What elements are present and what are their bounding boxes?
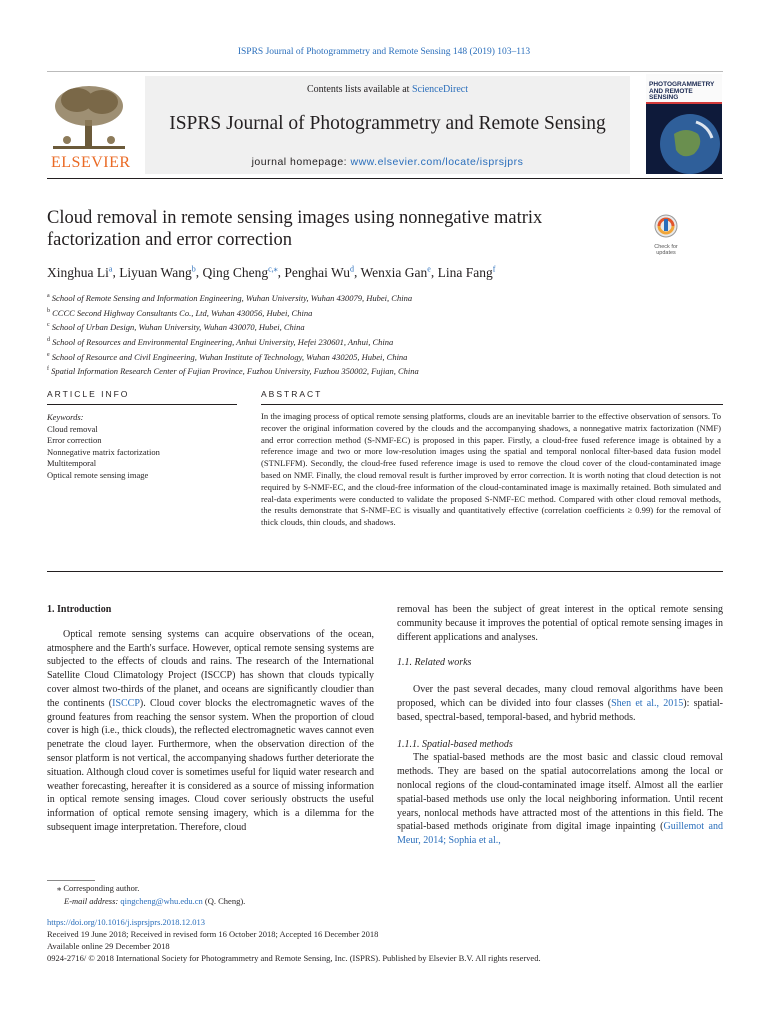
copyright-line: 0924-2716/ © 2018 International Society for Photogrammetry and Remote Sensing, Inc. (ISPRS). Published by Elsevier B.V. All rights reserved.: [47, 953, 541, 963]
journal-title: ISPRS Journal of Photogrammetry and Remote Sensing: [169, 113, 606, 134]
related-works-heading: 1.1. Related works: [397, 657, 472, 669]
affiliation-sup: b: [47, 307, 50, 314]
author[interactable]: [284, 265, 354, 280]
author-sup: c,⁎: [268, 264, 278, 273]
author-sup: f: [492, 264, 496, 273]
right-continuation-paragraph: removal has been the subject of great interest in the optical remote sensing community because it improves the potential of optical remote sensing images in different applications and analyses.: [397, 604, 723, 643]
author-name: Liyuan Wang: [119, 264, 192, 280]
abstract-bottom-rule: [47, 571, 723, 572]
keyword: Error correction: [47, 435, 102, 445]
email-label: E-mail address:: [64, 896, 121, 906]
related-text-part-1: Over the past several decades, many cloud removal algorithms have been proposed, which can be divided into four classes (: [397, 684, 723, 709]
author-name: Penghai Wu: [284, 264, 350, 280]
affiliation: [47, 290, 687, 305]
right-column: [397, 603, 723, 848]
abstract-text: In the imaging process of optical remote sensing platforms, clouds are an inevitable barrier to the effective observation of sensors. To recover the original information covered by the clouds and the accompanying shadows, a nonnegative matrix factorization (NMF) and error correction method (S-NMF-EC) is proposed in this paper. Firstly, a cloud-free fused reference image is obtained by a reference image and two or more low-resolution images using the spatial and temporal nonlocal filter-based data fusion model (STNLFFM). Secondly, the cloud-free fused reference image is used to remove the cloud cover of the cloud-contaminated image based on NMF. Finally, the cloud removal result is further improved by error correction. It is worth noting that cloud detection is not required by S-NMF-EC, and the cloud-free information of the cloud-contaminated image is maximally retained. Both simulated and real-data experiments were conducted to validate the proposed S-NMF-EC method. Compared with other cloud removal methods, the results demonstrate that S-NMF-EC is visually and quantitatively effective (correlation coefficients ≥ 0.99) for the removal of thick clouds, thin clouds, and shadows.: [261, 411, 721, 528]
tree-icon: [47, 80, 131, 154]
masthead-band: [145, 76, 630, 174]
journal-masthead: [47, 71, 723, 179]
isccp-citation-link[interactable]: ISCCP: [112, 697, 140, 709]
email-note: [64, 895, 744, 907]
intro-paragraph: [47, 628, 374, 835]
affiliation-sup: d: [47, 336, 50, 343]
affiliation-text: School of Remote Sensing and Information Engineering, Wuhan University, Wuhan 430079, Hubei, China: [51, 292, 413, 303]
cover-title-line-2: AND REMOTE SENSING: [649, 87, 693, 101]
check-for-updates-badge[interactable]: [647, 213, 685, 257]
introduction-heading: 1. Introduction: [47, 604, 112, 615]
contents-line: [145, 84, 630, 95]
affiliation-sup: a: [47, 293, 50, 299]
author[interactable]: [438, 265, 496, 280]
author-name: Qing Cheng: [202, 264, 269, 280]
email-suffix: (Q. Cheng).: [202, 896, 246, 906]
spatial-methods-heading: 1.1.1. Spatial-based methods: [397, 738, 513, 750]
check-updates-text: [647, 244, 685, 256]
affiliation: [47, 363, 687, 378]
corresponding-author-note: ⁎ Corresponding author.: [57, 883, 140, 893]
affiliation-text: CCCC Second Highway Consultants Co., Ltd, Wuhan 430056, Hubei, China: [52, 307, 313, 318]
affiliation-text: Spatial Information Research Center of Fujian Province, Fuzhou University, Fuzhou 350002, Fujian, China: [51, 365, 419, 376]
homepage-link[interactable]: www.elsevier.com/locate/isprsjprs: [350, 156, 524, 168]
author-name: Wenxia Gan: [360, 264, 428, 280]
affiliation-text: School of Resources and Environmental Engineering, Anhui University, Hefei 230601, Anhui, China: [52, 336, 394, 347]
affiliation-list: [47, 290, 687, 378]
affiliation-sup: c: [47, 322, 50, 329]
affiliation: [47, 334, 687, 349]
keywords-block: [47, 412, 237, 481]
cover-title: [649, 82, 722, 102]
keyword: Multitemporal: [47, 458, 97, 468]
author-name: Xinghua Li: [47, 264, 109, 280]
sciencedirect-link[interactable]: ScienceDirect: [411, 84, 469, 95]
footnote-rule: [47, 880, 95, 881]
contents-prefix: Contents lists available at: [306, 84, 412, 95]
keyword: Cloud removal: [47, 423, 98, 434]
related-works-paragraph: [397, 683, 723, 724]
author-name: Lina Fang: [437, 264, 493, 280]
shen-citation-link[interactable]: Shen et al., 2015: [611, 697, 684, 709]
available-online: Available online 29 December 2018: [47, 941, 170, 951]
author[interactable]: [47, 265, 112, 280]
elsevier-wordmark: ELSEVIER: [51, 154, 131, 171]
author-sup: d: [349, 264, 354, 273]
article-info-heading: ARTICLE INFO: [47, 389, 130, 399]
journal-cover-thumbnail[interactable]: [646, 74, 722, 174]
affiliation: [47, 349, 687, 364]
spatial-text-part-1: The spatial-based methods are the most basic and classic cloud removal methods. They are based on the spatial autocorrelations among the local or nonlocal regions of the cloud-contaminated image itself. Almost all the earlier spatial-based methods use only the local neighboring information. Until recent years, nonlocal methods have attracted most of the attentions in this field. The spatial-based methods originate from digital image inpainting (: [397, 752, 723, 833]
article-title: Cloud removal in remote sensing images using nonnegative matrix factorization and error correction: [47, 208, 543, 250]
author[interactable]: [361, 265, 431, 280]
related-text-part-2: ): spatial-based, spectral-based, temporal-based, and hybrid methods.: [397, 697, 724, 723]
keywords-label: Keywords:: [47, 412, 84, 422]
author-sup: b: [191, 264, 196, 273]
doi-link[interactable]: https://doi.org/10.1016/j.isprsjprs.2018.12.013: [47, 917, 206, 927]
spatial-methods-paragraph: [397, 751, 723, 848]
keyword: Optical remote sensing image: [47, 469, 149, 480]
abstract-rule: [261, 404, 723, 405]
affiliation: [47, 319, 687, 334]
article-info-rule: [47, 404, 237, 405]
intro-text-part-2: ). Cloud cover blocks the electromagnetic waves of the ground features from reaching the sensor system. When the proportion of cloud cover is high (i.e., thick clouds), the reflected electromagnetic waves cannot even penetrate the cloud layer. Furthermore, when the observation direction of the sensor platform is not vertical, the accompanying shadows further deteriorate the situation. Although cloud cover is sometimes useful for liquid water research and weather forecasting, hereafter it is considered as a source of missing information in optical remote sensing images. Cloud cover seriously obstructs the useful information of optical remote sensing imagery, which is a dilemma for the subsequent image interpretation. Therefore, cloud: [47, 697, 374, 833]
cover-title-line-1: PHOTOGRAMMETRY: [649, 81, 715, 88]
author-list: Xinghua Li$^a$, Liyuan Wang$^b$, Qing Cheng$^{c,⁎}$, Penghai Wu$^d$, Wenxia Gan$^e$, Lina Fang$^f$: [47, 264, 496, 280]
intro-text-part-1: Optical remote sensing systems can acquire observations of the ocean, atmosphere and the Earth's surface. However, optical remote sensing systems are subjected to the effects of clouds and rains. The research of the International Satellite Cloud Climatology Project (ISCCP) has shown that clouds typically cover almost two-thirds of the planet, and oceans are significantly cloudier than the continents (: [47, 628, 374, 709]
affiliation-sup: e: [47, 351, 50, 358]
publication-info: [47, 916, 727, 964]
homepage-prefix: journal homepage:: [251, 156, 351, 168]
check-updates-line-1: Check for: [654, 244, 678, 250]
author[interactable]: [119, 265, 196, 280]
earth-image-icon: [646, 104, 722, 174]
check-updates-icon: [647, 213, 685, 239]
cover-header: [646, 74, 722, 102]
elsevier-logo[interactable]: [47, 80, 131, 172]
affiliation: [47, 305, 687, 320]
check-updates-line-2: updates: [656, 250, 676, 256]
journal-homepage: [145, 156, 630, 168]
author-sup: e: [427, 264, 431, 273]
affiliation-sup: f: [47, 366, 49, 373]
keyword: Nonnegative matrix factorization: [47, 446, 160, 457]
left-column: [47, 603, 374, 835]
running-head[interactable]: ISPRS Journal of Photogrammetry and Remote Sensing 148 (2019) 103–113: [237, 47, 531, 57]
email-link[interactable]: qingcheng@whu.edu.cn: [120, 896, 203, 906]
author-sup: a: [108, 264, 113, 273]
affiliation-text: School of Resource and Civil Engineering, Wuhan Institute of Technology, Wuhan 430205, Hubei, China: [51, 351, 408, 362]
affiliation-text: School of Urban Design, Wuhan University, Wuhan 430070, Hubei, China: [51, 322, 305, 333]
guillemot-citation-link[interactable]: Guillemot and Meur, 2014; Sophia et al.,: [397, 821, 723, 847]
received-dates: Received 19 June 2018; Received in revised form 16 October 2018; Accepted 16 December 2018: [47, 929, 379, 939]
author[interactable]: [202, 265, 277, 280]
abstract-heading: ABSTRACT: [261, 389, 323, 399]
